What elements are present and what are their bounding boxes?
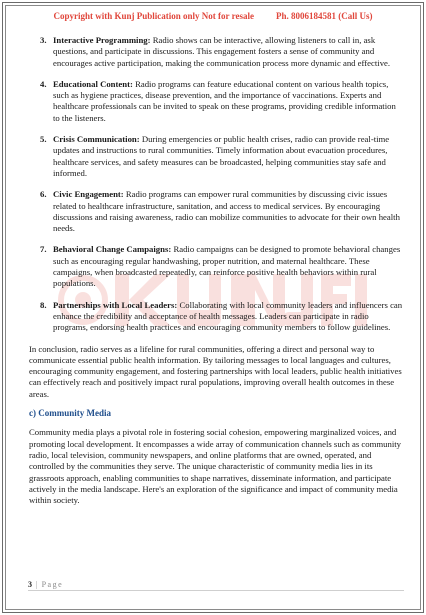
page-footer (28, 580, 63, 589)
numbered-points-list (29, 35, 404, 334)
list-item-number: 7. (40, 244, 47, 255)
conclusion-paragraph: In conclusion, radio serves as a lifeline for rural communities, offering a direct and personal way to communicate essential public health information. By tailoring messages to local languages and cultures, encouraging community engagement, and fostering partnerships with local leaders, public health initiatives can effectively reach and positively impact rural populations, improving overall health outcomes in these areas. (29, 343, 402, 399)
copyright-header (0, 11, 426, 21)
page-number: 3 (28, 580, 32, 589)
list-item-text: Collaborating with local community leaders and influencers can enhance the credibility and acceptance of health messages. Leaders can participate in radio programs, endorsing health practices and encouraging community members to follow guidelines. (53, 299, 403, 333)
phone-contact: Ph. 8006184581 (Call Us) (275, 11, 373, 21)
list-item-number: 3. (40, 35, 47, 45)
footer-separator: | (36, 580, 38, 589)
list-item-number: 6. (40, 189, 47, 200)
footer-rule (28, 590, 404, 591)
list-item-term: Crisis Communication: (53, 134, 140, 145)
list-item-text: Radio programs can empower rural communities by discussing civic issues related to healthcare infrastructure, sanitation, and access to medical services. By encouraging discussions and raising awareness, radio can mobilize communities to advocate for their own health needs. (53, 189, 400, 234)
list-item (29, 134, 404, 179)
list-item-term: Civic Engagement: (53, 189, 124, 200)
list-item-term: Partnerships with Local Leaders: (53, 299, 178, 310)
list-item-term: Behavioral Change Campaigns: (53, 244, 172, 255)
list-item-number: 8. (40, 299, 47, 310)
list-item (29, 189, 404, 234)
list-item-number: 5. (40, 134, 47, 145)
list-item-term: Educational Content: (53, 78, 133, 89)
list-item-text: Radio programs can feature educational content on various health topics, such as hygiene practices, disease prevention, and the importance of vaccinations. Experts and healthcare professionals can be invited to speak on these programs, providing credible information to the listeners. (53, 78, 396, 123)
list-item (29, 35, 404, 69)
list-item (29, 244, 404, 289)
list-item-text: Radio shows can be interactive, allowing listeners to call in, ask questions, and participate in discussions. This engagement fosters a sense of community and encourages active participation, making the communication process more dynamic and effective. (53, 35, 391, 68)
list-item (29, 300, 404, 334)
section-heading: c) Community Media (29, 408, 111, 419)
section-body-paragraph: Community media plays a pivotal role in fostering social cohesion, empowering marginalized voices, and promoting local development. It encompasses a wide array of communication channels such as community radio, local television, community newspapers, and online platforms that are owned, operated, and controlled by the communities they serve. The unique characteristic of community media lies in its grassroots approach, enabling communities to shape narratives, disseminate information, and participate actively in the media landscape. Here's an exploration of the significance and impact of community media within society. (29, 427, 402, 506)
page-label: Page (41, 580, 64, 589)
list-item-term: Interactive Programming: (53, 35, 151, 45)
list-item-number: 4. (40, 78, 47, 89)
list-item (29, 79, 404, 124)
list-item-text: During emergencies or public health crises, radio can provide real-time updates and instructions to rural communities. Timely information about evacuation procedures, healthcare services, and safety measures can be broadcasted, helping communities stay safe and informed. (53, 134, 390, 178)
list-item-text: Radio campaigns can be designed to promote behavioral changes such as encouraging regular handwashing, proper nutrition, and maternal healthcare. These campaigns, when broadcasted repeatedly, can reinforce positive health behaviors within rural populations. (53, 244, 401, 289)
copyright-notice: Copyright with Kunj Publication only Not for resale (53, 11, 254, 21)
page-content (29, 35, 404, 514)
